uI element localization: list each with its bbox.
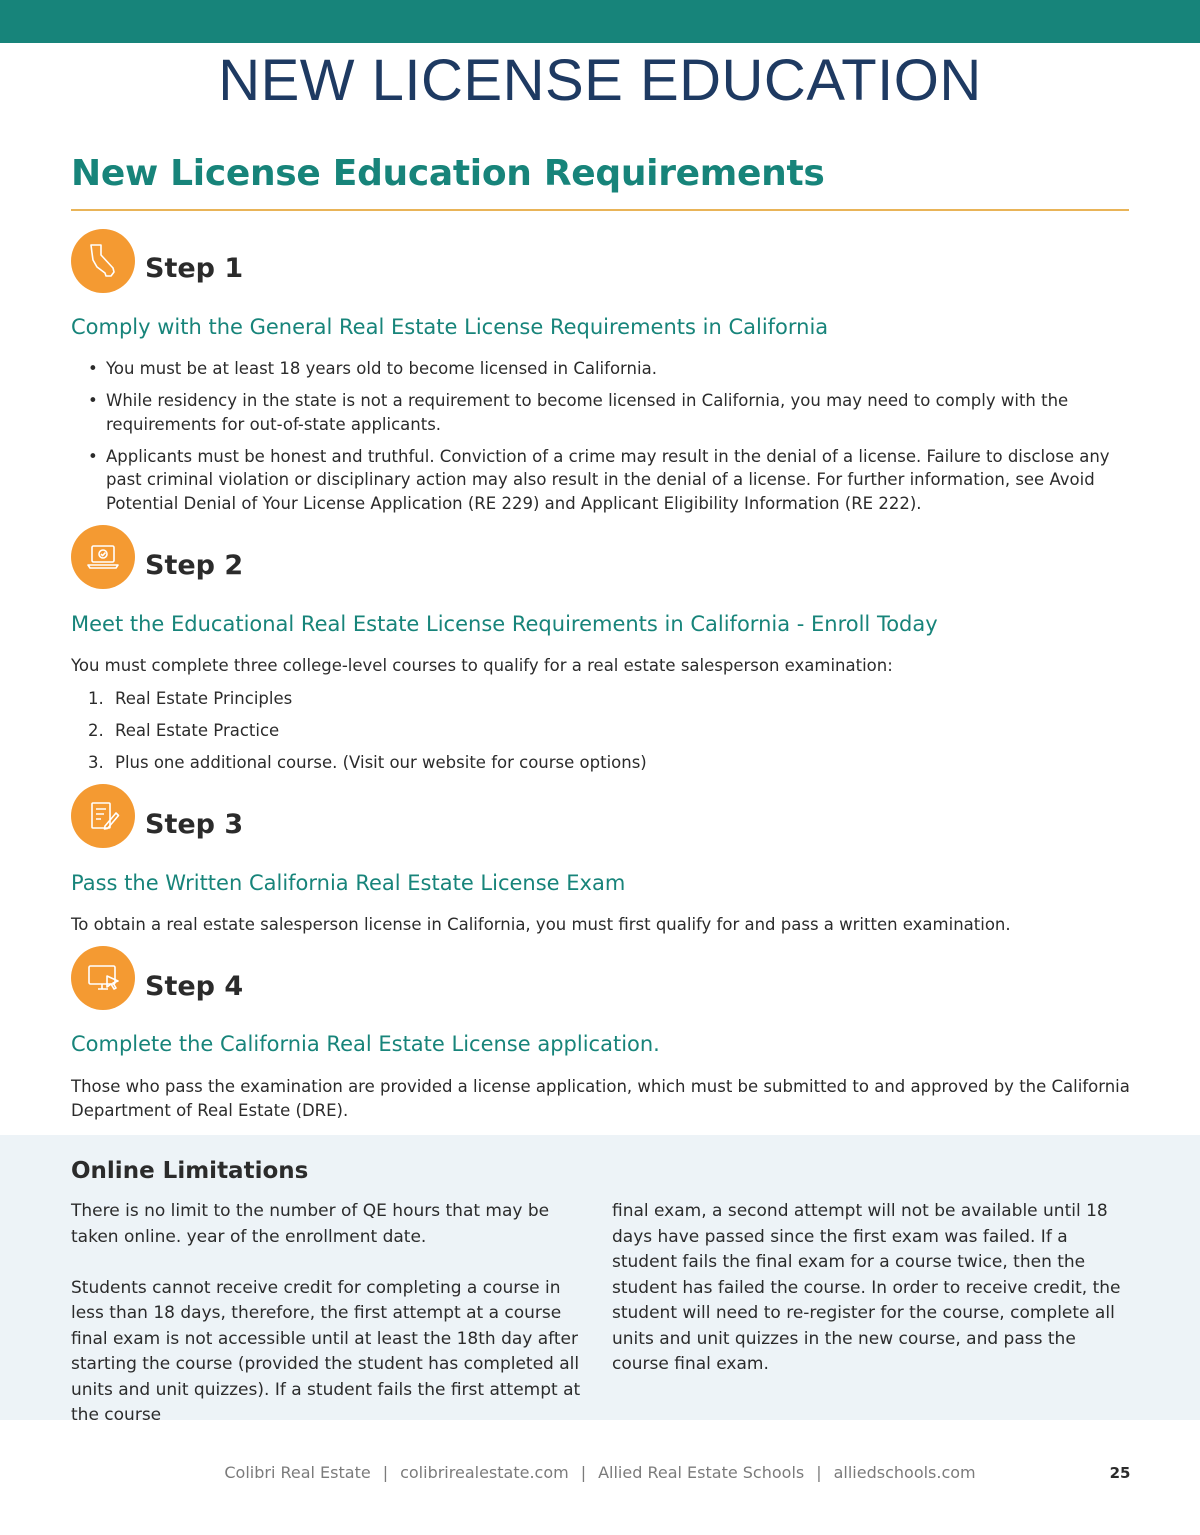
- step-4-label: Step 4: [145, 971, 244, 1002]
- step-2-intro: You must complete three college-level courses to qualify for a real estate salesperson examination:: [71, 656, 893, 675]
- online-limitations-left-column: [71, 1199, 591, 1429]
- footer-link[interactable]: alliedschools.com: [833, 1463, 976, 1482]
- list-item: • You must be at least 18 years old to become licensed in California.: [71, 357, 1111, 381]
- list-item: [71, 751, 1111, 775]
- step-2-label: Step 2: [145, 550, 244, 581]
- section-title: New License Education Requirements: [71, 153, 825, 194]
- california-map-icon: [71, 229, 135, 293]
- step-2-course-list: [71, 687, 1111, 783]
- list-text: Plus one additional course. (Visit our website for course options): [115, 753, 647, 772]
- footer-separator: |: [816, 1463, 822, 1482]
- online-limitations-right-column: [612, 1199, 1137, 1378]
- list-number: 3.: [88, 753, 104, 772]
- online-limitations-title: Online Limitations: [71, 1158, 309, 1184]
- list-item: [71, 719, 1111, 743]
- list-number: 2.: [88, 721, 104, 740]
- limitations-paragraph: Students cannot receive credit for completing a course in less than 18 days, therefore, the first attempt at a course final exam is not accessible until at least the 18th day after starting the course (provided the student has completed all units and unit quizzes). If a student fails the first attempt at the course: [71, 1277, 581, 1425]
- footer-separator: |: [580, 1463, 587, 1482]
- step-3-text: To obtain a real estate salesperson license in California, you must first qualify for and pass a written examination.: [71, 915, 1011, 934]
- list-item: • While residency in the state is not a requirement to become licensed in California, you may need to comply with the requirements for out-of-state applicants.: [71, 389, 1111, 436]
- page-number: 25: [1109, 1464, 1131, 1482]
- step-4-text: Those who pass the examination are provided a license application, which must be submitted to and approved by the California Department of Real Estate (DRE).: [71, 1077, 1130, 1120]
- page-title: NEW LICENSE EDUCATION: [218, 48, 982, 113]
- list-text: Real Estate Practice: [115, 721, 280, 740]
- section-divider: [71, 209, 1129, 211]
- exam-pencil-icon: [71, 784, 135, 848]
- laptop-check-icon: [71, 525, 135, 589]
- footer: [0, 1461, 1200, 1485]
- footer-brand: Allied Real Estate Schools: [598, 1463, 805, 1482]
- step-1-subtitle: Comply with the General Real Estate License Requirements in California: [71, 315, 829, 339]
- limitations-paragraph: final exam, a second attempt will not be available until 18 days have passed since the first exam was failed. If a student fails the final exam for a course twice, then the student has failed the course. In order to receive credit, the student will need to re-register for the course, complete all units and unit quizzes in the new course, and pass the course final exam.: [612, 1201, 1121, 1374]
- top-banner-bar: [0, 0, 1200, 43]
- footer-link[interactable]: colibrirealestate.com: [400, 1463, 569, 1482]
- step-3-subtitle: Pass the Written California Real Estate License Exam: [71, 871, 626, 895]
- list-number: 1.: [88, 689, 104, 708]
- list-item: • Applicants must be honest and truthful. Conviction of a crime may result in the denial of a license. Failure to disclose any past criminal violation or disciplinary action may also result in the denial of a license. For further information, see Avoid Potential Denial of Your License Application (RE 229) and Applicant Eligibility Information (RE 222).: [71, 445, 1111, 516]
- step-4-subtitle: Complete the California Real Estate License application.: [71, 1032, 660, 1056]
- limitations-paragraph: There is no limit to the number of QE hours that may be taken online. year of the enrollment date.: [71, 1201, 550, 1247]
- footer-separator: |: [382, 1463, 389, 1482]
- step-1-bullet-list: [71, 357, 1111, 524]
- list-item: [71, 687, 1111, 711]
- footer-brand: Colibri Real Estate: [224, 1463, 371, 1482]
- step-1-label: Step 1: [145, 253, 244, 284]
- computer-cursor-icon: [71, 946, 135, 1010]
- step-2-subtitle: Meet the Educational Real Estate License Requirements in California - Enroll Today: [71, 612, 938, 636]
- step-3-label: Step 3: [145, 809, 244, 840]
- list-text: Real Estate Principles: [115, 689, 293, 708]
